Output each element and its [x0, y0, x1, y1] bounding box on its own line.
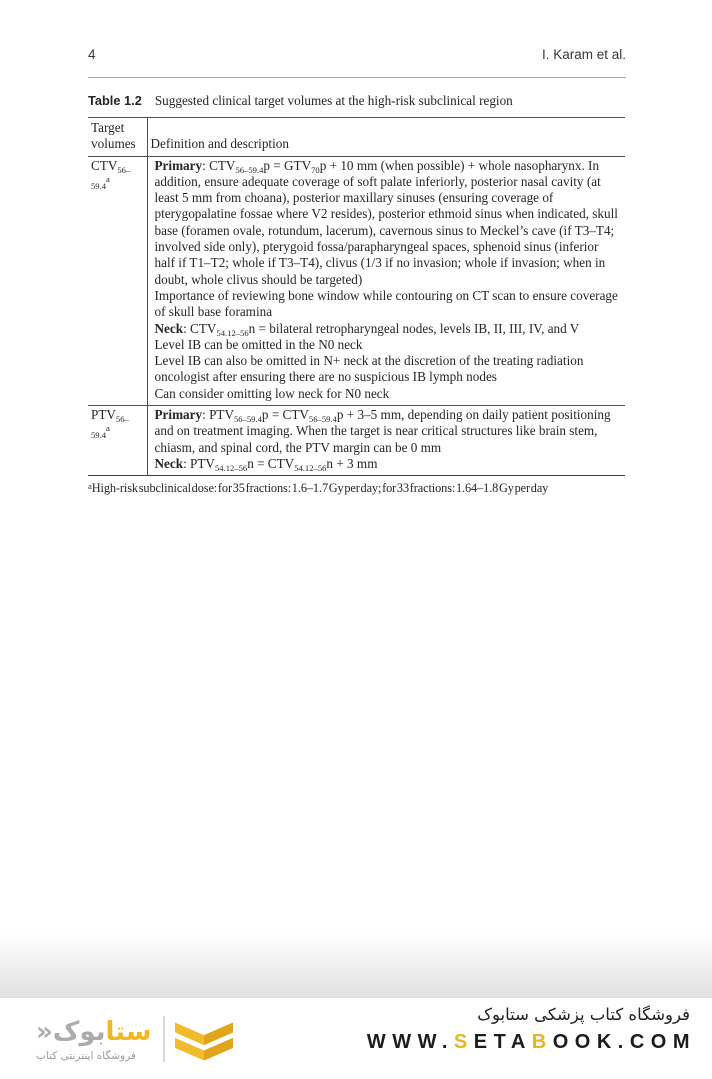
- target-volume-cell: $PTV_{56-59.4}^a$: [88, 406, 147, 476]
- setabook-wordmark: [36, 1018, 151, 1047]
- wordmark-gray-part: بوک: [52, 1017, 106, 1047]
- running-head-rule: [88, 77, 626, 78]
- description-paragraph: Neck: $PTV_{54.12-56}n = CTV_{54.12-56}n + 3$ mm: [154, 455, 378, 473]
- page-number: 4: [88, 47, 96, 62]
- description-paragraph: Primary: $CTV_{56-59.4}p = GTV_{70}p + 10$ mm (when possible) + whole nasopharynx. In addition, ensure adequate coverage of soft palate inferiorly, posterior nasal cavity (at least 5 mm from choana), posterior maxillary sinuses (ensuring coverage of pterygopalatine fossae where V2 resides), posterior ethmoid sinus when indicated, skull base (foramen ovale, rotundum, lacerum), cavernous sinus to Meckel’s cave (if T3–T4; involved side only), pterygoid fossa/parapharyngeal spaces, sphenoid sinus (inferior half if T1–T2; whole if T3–T4), clivus (1/3 if no invasion; whole if invasion; when in doubt, whole clivus should be targeted): [154, 157, 618, 287]
- running-head: [88, 47, 626, 62]
- website-url-segment: S: [453, 1031, 474, 1053]
- table-caption-text: Suggested clinical target volumes at the high-risk subclinical region: [154, 93, 513, 108]
- description-paragraph: Importance of reviewing bone window while contouring on CT scan to ensure coverage of skull base foramina: [154, 287, 618, 320]
- clinical-target-volume-table: [88, 117, 625, 476]
- table-footnote: $^a$High-risk subclinical dose: for 35 fractions: 1.6–1.7 Gy per day; for 33 fractions: 1.64–1.8 Gy per day: [88, 481, 549, 496]
- wordmark-kaf-mark: «: [36, 1017, 53, 1047]
- definition-cell: [147, 156, 625, 405]
- table-body: [88, 156, 625, 476]
- bookstore-footer: [0, 998, 712, 1079]
- logo-separator: [163, 1016, 165, 1062]
- table-label: Table 1.2: [88, 93, 142, 108]
- footer-right-block: [366, 1005, 696, 1054]
- table-header-row: [88, 118, 625, 157]
- description-paragraph: Level IB can also be omitted in N+ neck at the discretion of the treating radiation oncologist after ensuring there are no suspicious IB lymph nodes: [154, 353, 584, 385]
- setabook-logo: [36, 1008, 233, 1070]
- column-header-definition: Definition and description: [147, 118, 625, 157]
- store-name-farsi: فروشگاه کتاب پزشکی ستابوک: [477, 1005, 690, 1024]
- website-url-segment: WWW.: [366, 1031, 454, 1053]
- definition-cell: [147, 406, 625, 476]
- description-paragraph: Neck: $CTV_{54.12-56}n$ = bilateral retropharyngeal nodes, levels IB, II, III, IV, and V: [154, 320, 580, 338]
- description-paragraph: Level IB can be omitted in the N0 neck: [154, 336, 363, 352]
- logo-tagline: فروشگاه اینترنتی کتاب: [36, 1049, 136, 1062]
- wordmark-gold-part: ستا: [105, 1017, 152, 1047]
- target-volume-cell: $CTV_{56-59.4}^a$: [88, 156, 147, 405]
- double-chevron-down-icon: [175, 1022, 233, 1070]
- table-row: [88, 156, 625, 405]
- website-url-segment: OOK.COM: [552, 1031, 696, 1053]
- page-bottom-shadow: [0, 934, 712, 998]
- table-wrap: [88, 117, 625, 496]
- description-paragraph: Can consider omitting low neck for N0 neck: [154, 385, 390, 401]
- table-row: [88, 406, 625, 476]
- column-header-target-volumes: Target volumes: [88, 118, 147, 157]
- description-paragraph: Primary: $PTV_{56-59.4}p = CTV_{56-59.4}p + 3-5$ mm, depending on daily patient positioning and on treatment imaging. When the target is near critical structures like brain stem, chiasm, and spinal cord, the PTV margin can be 0 mm: [154, 407, 611, 455]
- setabook-wordmark-block: [36, 1018, 151, 1062]
- table-caption: [88, 93, 626, 109]
- running-head-authors: I. Karam et al.: [541, 47, 626, 62]
- website-url: [367, 1031, 696, 1054]
- website-url-segment: B: [531, 1031, 553, 1053]
- website-url-segment: ETA: [473, 1031, 532, 1053]
